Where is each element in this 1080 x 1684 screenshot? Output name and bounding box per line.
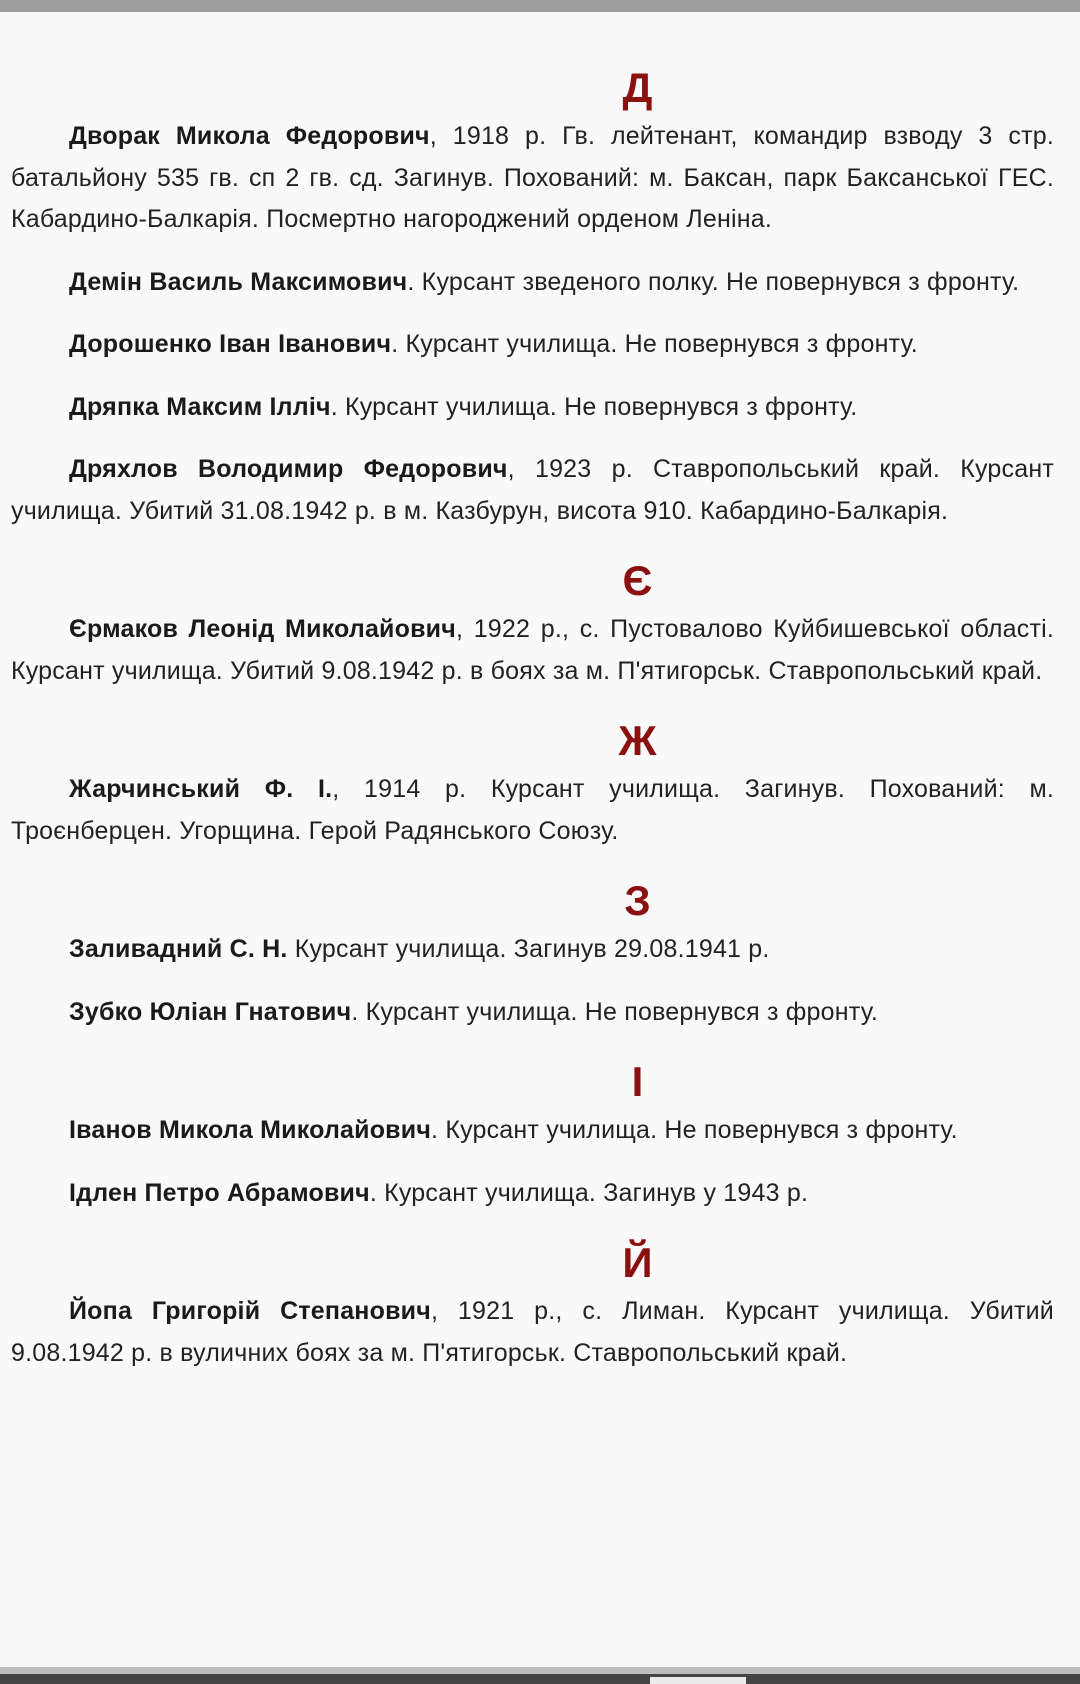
person-name: Зубко Юліан Гнатович [69,997,352,1026]
list-item [11,262,1054,304]
list-item [11,449,1054,532]
scrollbar-thumb[interactable] [650,1677,746,1684]
list-item [11,1291,1054,1374]
person-name: Заливадний С. Н. [69,935,288,963]
list-item [11,116,1054,241]
person-name: Ідлен Петро Абрамович [69,1178,370,1207]
document-page [11,60,1054,1395]
person-details: , 1914 р. Курсант училища. Загинув. Похований: м. Троєнберцен. Угорщина. Герой Радянського Союзу. [11,775,1054,845]
person-name: Дорошенко Іван Іванович [69,330,392,358]
person-details: . Курсант училища. Не повернувся з фронту. [431,1116,958,1144]
section-letter: Й [622,1239,653,1286]
section-letter: Ж [618,717,657,764]
list-item [11,1173,1054,1215]
list-item [11,929,1054,971]
section-letter: Д [622,64,653,111]
person-details: , 1923 р. Ставропольський край. Курсант училища. Убитий 31.08.1942 р. в м. Казбурун, висота 910. Кабардино-Балкарія. [11,455,1054,525]
person-name: Дворак Микола Федорович [69,122,430,150]
person-details: Курсант училища. Загинув 29.08.1941 р. [287,935,770,963]
person-name: Іванов Микола Миколайович [69,1116,432,1144]
section-letter: З [624,877,651,924]
list-item [11,769,1054,852]
person-details: . Курсант училища. Не повернувся з фронту. [351,997,879,1026]
person-name: Дряпка Максим Ілліч [69,392,331,421]
list-item [11,1110,1054,1152]
list-item [11,324,1054,366]
person-details: . Курсант зведеного полку. Не повернувся з фронту. [407,267,1020,296]
person-name: Йопа Григорій Степанович [69,1297,431,1325]
person-name: Єрмаков Леонід Миколайович [69,615,456,643]
person-details: . Курсант училища. Загинув у 1943 р. [369,1178,809,1207]
person-details: , 1918 р. Гв. лейтенант, командир взводу 3 стр. батальйону 535 гв. сп 2 гв. сд. Загинув. Похований: м. Баксан, парк Баксанської ГЕС. Кабардино-Балкарія. Посмертно нагороджений орденом Леніна. [11,122,1054,233]
person-name: Демін Василь Максимович [69,267,408,296]
person-details: . Курсант училища. Не повернувся з фронту. [391,330,918,358]
list-item [11,609,1054,692]
person-name: Жарчинський Ф. І. [69,775,333,803]
person-details: , 1921 р., с. Лиман. Курсант училища. Убитий 9.08.1942 р. в вуличних боях за м. П'ятигорськ. Ставропольський край. [11,1297,1054,1367]
person-name: Дряхлов Володимир Федорович [69,455,508,483]
section-letter: Є [622,557,653,604]
top-status-bar [0,0,1080,12]
list-item [11,992,1054,1034]
section-letter: І [631,1058,644,1105]
navigation-bar [0,1674,1080,1684]
list-item [11,387,1054,429]
person-details: . Курсант училища. Не повернувся з фронту. [330,392,858,421]
person-details: , 1922 р., с. Пустовалово Куйбишевської області. Курсант училища. Убитий 9.08.1942 р. в боях за м. П'ятигорськ. Ставропольський край. [11,615,1054,685]
